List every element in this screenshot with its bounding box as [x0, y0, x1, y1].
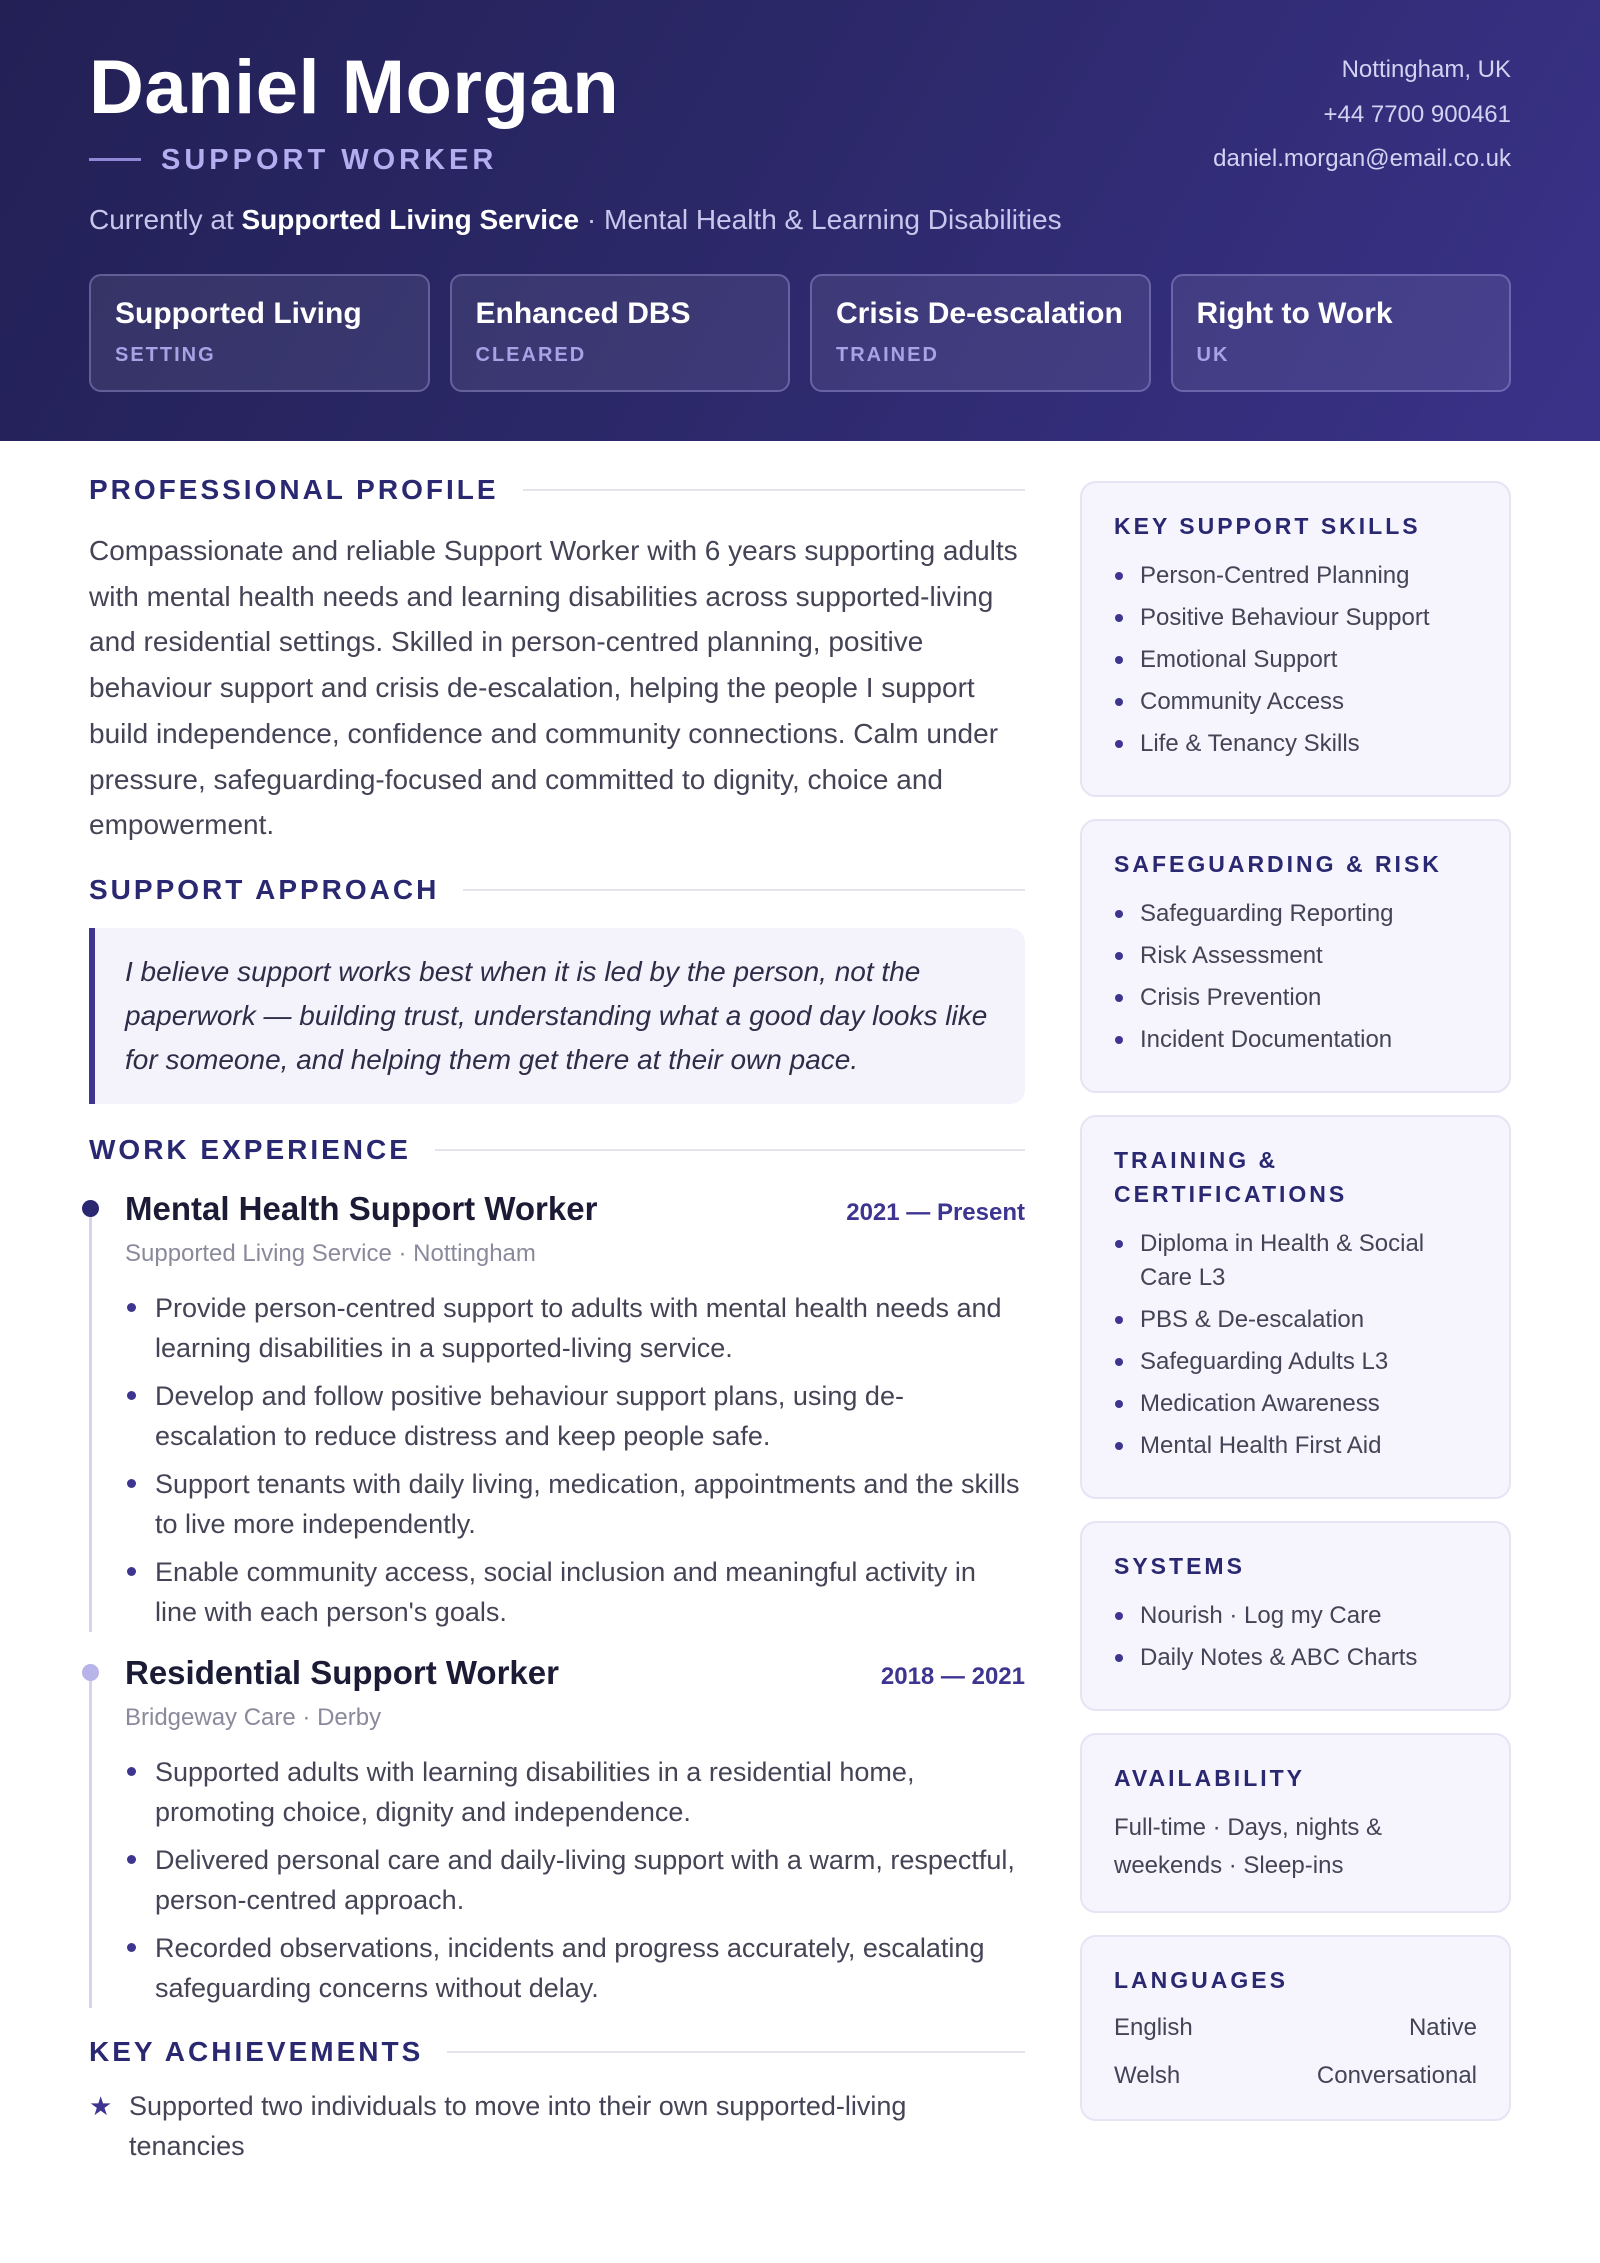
- section-title: WORK EXPERIENCE: [89, 1133, 411, 1165]
- job-dates: 2021 — Present: [846, 1198, 1025, 1226]
- card-title: SAFEGUARDING & RISK: [1114, 851, 1442, 877]
- profile-heading: [89, 470, 1025, 510]
- badge-supported-living: [89, 274, 430, 392]
- list-item: Crisis Prevention: [1114, 981, 1477, 1015]
- timeline-line: [89, 1200, 92, 1632]
- language-row: [1114, 2059, 1477, 2093]
- list-item: Daily Notes & ABC Charts: [1114, 1641, 1477, 1675]
- candidate-name: Daniel Morgan: [89, 45, 620, 130]
- list-item: Emotional Support: [1114, 643, 1477, 677]
- timeline-dot: [82, 1664, 99, 1681]
- job-title: Mental Health Support Worker: [125, 1189, 598, 1227]
- achievement-item: [89, 2086, 1025, 2166]
- languages-card: [1080, 1935, 1511, 2121]
- badge-subtitle: TRAINED: [836, 344, 939, 366]
- job-organisation: Supported Living Service · Nottingham: [125, 1239, 536, 1267]
- availability-text: Full-time · Days, nights & weekends · Sleep-ins: [1114, 1814, 1383, 1879]
- current-prefix: Currently at: [89, 204, 242, 235]
- section-divider: [463, 889, 1025, 891]
- current-employer: Supported Living Service: [241, 204, 580, 235]
- badge-enhanced-dbs: [450, 274, 791, 392]
- contact-phone: +44 7700 900461: [1323, 100, 1511, 128]
- badge-right-to-work: [1171, 274, 1512, 392]
- badge-subtitle: SETTING: [115, 344, 216, 366]
- section-divider: [523, 489, 1025, 491]
- badge-title: Right to Work: [1196, 297, 1393, 330]
- list-item: Safeguarding Adults L3: [1114, 1345, 1477, 1379]
- badge-crisis-de-escalation: [810, 274, 1151, 392]
- badge-title: Supported Living: [115, 297, 362, 330]
- timeline-dot: [82, 1200, 99, 1217]
- badge-title: Enhanced DBS: [475, 297, 691, 330]
- badge-subtitle: UK: [1196, 344, 1230, 366]
- sidebar: [1080, 481, 1511, 2143]
- approach-heading: [89, 870, 1025, 910]
- systems-card: [1080, 1521, 1511, 1711]
- job-header: [125, 1190, 1025, 1228]
- job-bullet: Supported adults with learning disabilities in a residential home, promoting choice, dignity and independence.: [125, 1752, 1025, 1832]
- list-item: Diploma in Health & Social Care L3: [1114, 1227, 1477, 1295]
- job-bullet: Develop and follow positive behaviour support plans, using de-escalation to reduce distress and keep people safe.: [125, 1376, 1025, 1456]
- list-item: Mental Health First Aid: [1114, 1429, 1477, 1463]
- contact-block: [1213, 54, 1511, 188]
- contact-email: daniel.morgan@email.co.uk: [1213, 145, 1511, 172]
- availability-card: [1080, 1733, 1511, 1913]
- section-title: SUPPORT APPROACH: [89, 873, 440, 905]
- job-bullets: [125, 1752, 1025, 2008]
- skills-card: [1080, 481, 1511, 797]
- safeguarding-list: [1114, 897, 1477, 1057]
- contact-location: Nottingham, UK: [1341, 56, 1511, 83]
- role-accent-line: [89, 158, 141, 161]
- language-name: Welsh: [1114, 2062, 1181, 2089]
- training-card: [1080, 1115, 1511, 1499]
- job-dates: 2018 — 2021: [880, 1662, 1025, 1690]
- current-position: [89, 204, 1062, 236]
- badge-subtitle: CLEARED: [475, 344, 587, 366]
- job-entry: [89, 1190, 1025, 1632]
- language-name: English: [1114, 2014, 1193, 2041]
- card-title: TRAINING & CERTIFICATIONS: [1114, 1147, 1348, 1207]
- section-title: KEY ACHIEVEMENTS: [89, 2035, 424, 2067]
- systems-list: [1114, 1599, 1477, 1675]
- list-item: PBS & De-escalation: [1114, 1303, 1477, 1337]
- safeguarding-card: [1080, 819, 1511, 1093]
- experience-heading: [89, 1130, 1025, 1170]
- achievement-text: Supported two individuals to move into their own supported-living tenancies: [129, 2090, 907, 2161]
- badge-row: [89, 274, 1511, 392]
- list-item: Life & Tenancy Skills: [1114, 727, 1477, 761]
- card-title: AVAILABILITY: [1114, 1765, 1306, 1791]
- resume-header: [0, 0, 1600, 441]
- language-level: Conversational: [1316, 2062, 1477, 2089]
- job-bullet: Recorded observations, incidents and progress accurately, escalating safeguarding concerns without delay.: [125, 1928, 1025, 2008]
- card-title: KEY SUPPORT SKILLS: [1114, 513, 1421, 539]
- main-column: [89, 470, 1025, 2166]
- job-header: [125, 1654, 1025, 1692]
- training-list: [1114, 1227, 1477, 1463]
- list-item: Person-Centred Planning: [1114, 559, 1477, 593]
- list-item: Safeguarding Reporting: [1114, 897, 1477, 931]
- job-entry: [89, 1654, 1025, 2008]
- card-title: LANGUAGES: [1114, 1967, 1288, 1993]
- language-row: [1114, 2011, 1477, 2045]
- star-icon: ★: [89, 2090, 113, 2121]
- section-divider: [447, 2051, 1025, 2053]
- list-item: Medication Awareness: [1114, 1387, 1477, 1421]
- job-title: Residential Support Worker: [125, 1653, 559, 1691]
- section-title: PROFESSIONAL PROFILE: [89, 474, 499, 505]
- badge-title: Crisis De-escalation: [836, 297, 1123, 330]
- list-item: Risk Assessment: [1114, 939, 1477, 973]
- job-bullet: Provide person-centred support to adults with mental health needs and learning disabilities in a supported-living service.: [125, 1288, 1025, 1368]
- achievements-heading: [89, 2032, 1025, 2072]
- list-item: Community Access: [1114, 685, 1477, 719]
- job-bullet: Delivered personal care and daily-living support with a warm, respectful, person-centred approach.: [125, 1840, 1025, 1920]
- list-item: Nourish · Log my Care: [1114, 1599, 1477, 1633]
- card-title: SYSTEMS: [1114, 1553, 1245, 1579]
- skills-list: [1114, 559, 1477, 761]
- job-bullets: [125, 1288, 1025, 1632]
- timeline-line: [89, 1664, 92, 2008]
- language-level: Native: [1408, 2014, 1477, 2041]
- profile-text: Compassionate and reliable Support Worker with 6 years supporting adults with mental health needs and learning disabilities across supported-living and residential settings. Skilled in person-centred planning, positive behaviour support and crisis de-escalation, helping the people I support build independence, confidence and community connections. Calm under pressure, safeguarding-focused and committed to dignity, choice and empowerment.: [89, 535, 1018, 841]
- job-bullet: Enable community access, social inclusion and meaningful activity in line with each person's goals.: [125, 1552, 1025, 1632]
- list-item: Incident Documentation: [1114, 1023, 1477, 1057]
- section-divider: [435, 1149, 1025, 1151]
- job-organisation: Bridgeway Care · Derby: [125, 1703, 382, 1731]
- list-item: Positive Behaviour Support: [1114, 601, 1477, 635]
- candidate-role: SUPPORT WORKER: [161, 144, 498, 176]
- job-bullet: Support tenants with daily living, medication, appointments and the skills to live more independently.: [125, 1464, 1025, 1544]
- current-suffix: · Mental Health & Learning Disabilities: [579, 204, 1062, 235]
- approach-quote: I believe support works best when it is led by the person, not the paperwork — building trust, understanding what a good day looks like for someone, and helping them get there at their own pace.: [89, 928, 1025, 1104]
